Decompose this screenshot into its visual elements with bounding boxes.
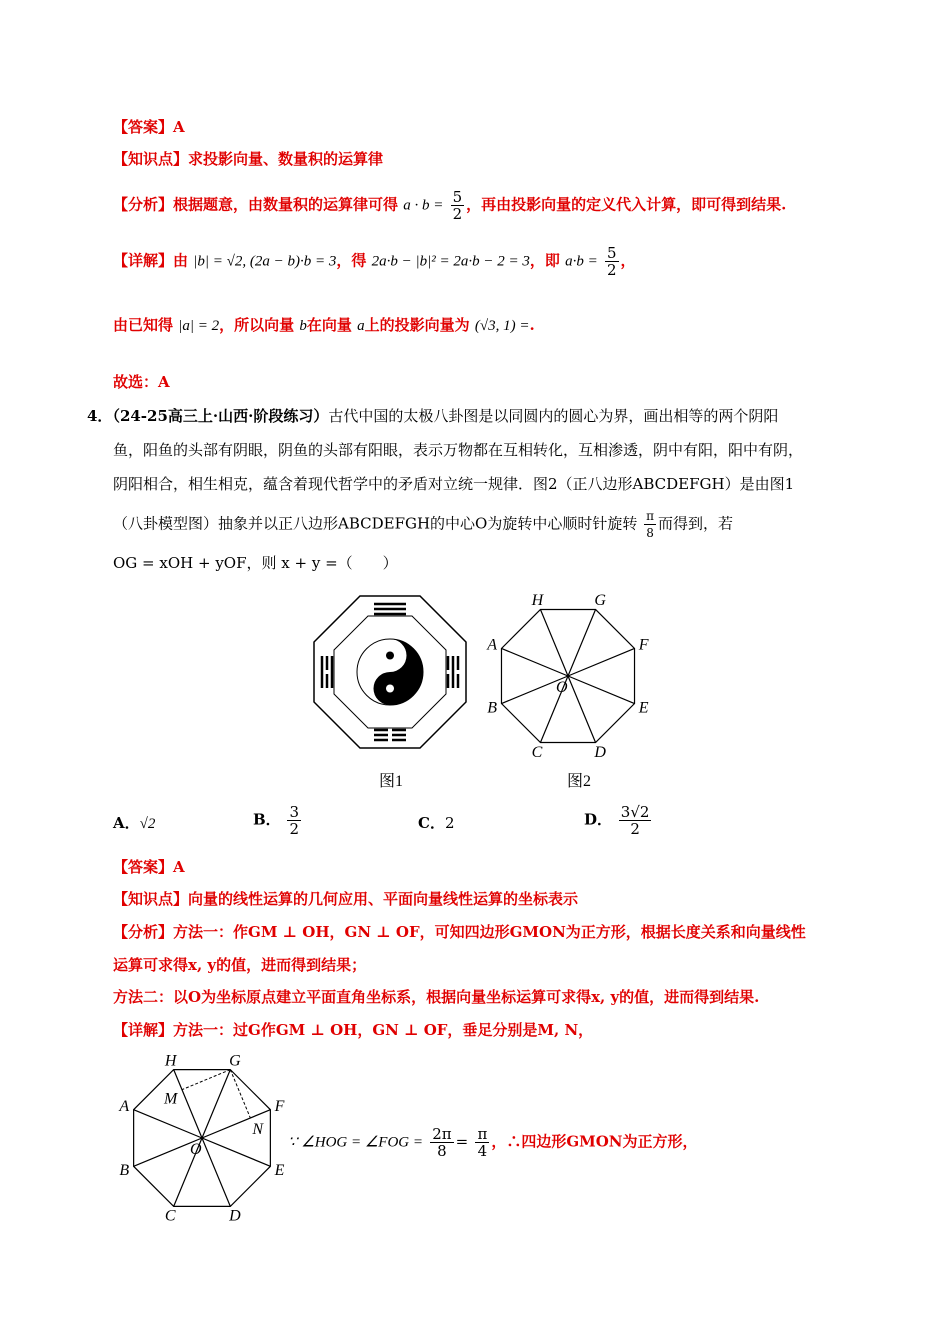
fraction xyxy=(430,1126,453,1159)
option-label: B． xyxy=(253,810,281,829)
vertex-label-c: C xyxy=(164,1207,176,1225)
fraction xyxy=(287,804,301,837)
knowledge-text: 向量的线性运算的几何应用、平面向量线性运算的坐标表示 xyxy=(188,890,579,908)
option-value: 2 xyxy=(444,814,455,832)
octagon-detail-figure xyxy=(110,1048,286,1228)
option-c[interactable] xyxy=(418,812,455,833)
frac-num: 3√2 xyxy=(620,803,650,821)
frac-den: 4 xyxy=(477,1142,488,1160)
detail-end: ， xyxy=(620,251,636,270)
equals-sign: = xyxy=(455,1132,469,1151)
detail-mid: ，得 xyxy=(336,251,367,270)
detail-line-1 xyxy=(113,245,636,278)
analysis-line-1 xyxy=(113,189,786,222)
knowledge-tag: 【知识点】 xyxy=(113,890,189,908)
frac-num: 3 xyxy=(289,803,300,821)
detail-tag: 【详解】 xyxy=(113,251,174,270)
taiji-eye-dark xyxy=(386,652,394,660)
detail-text: ，∴四边形GMON为正方形， xyxy=(491,1132,698,1151)
frac-num: 5 xyxy=(606,244,617,262)
detail-mid2: ，即 xyxy=(529,251,560,270)
answer-value: A xyxy=(173,118,185,136)
frac-num: 5 xyxy=(452,188,463,206)
question-line-5: OG = xOH + yOF，则 x + y =（ ） xyxy=(113,554,398,572)
analysis-text: 方法一：作GM ⊥ OH，GN ⊥ OF，可知四边形GMON为正方形，根据长度关系和向量线性 xyxy=(173,923,806,941)
frac-den: 2 xyxy=(289,820,300,838)
frac-num: π xyxy=(477,1125,488,1143)
vertex-label-g: G xyxy=(594,592,606,610)
knowledge-line-1 xyxy=(113,148,383,170)
analysis-tag: 【分析】 xyxy=(113,923,174,941)
option-label: D． xyxy=(584,810,613,829)
perpendicular-gn xyxy=(230,1070,250,1118)
detail-expr3: a·b = xyxy=(565,253,598,270)
vector-a: a xyxy=(357,318,365,334)
detail-expr2: (√3, 1) = xyxy=(474,318,530,334)
question-text: 古代中国的太极八卦图是以同圆内的圆心为界，画出相等的两个阴阳 xyxy=(328,407,779,425)
frac-den: 2 xyxy=(630,820,640,838)
vertex-label-d: D xyxy=(229,1207,241,1225)
question-text: 而得到，若 xyxy=(658,514,734,533)
vertex-label-f: F xyxy=(274,1097,285,1115)
foot-label-n: N xyxy=(252,1120,264,1138)
detail-line-2 xyxy=(113,1019,593,1041)
frac-num: 2π xyxy=(432,1125,452,1143)
frac-den: 8 xyxy=(437,1142,447,1160)
analysis-expr: a · b = xyxy=(403,197,444,214)
option-label: A． xyxy=(113,814,140,832)
option-a[interactable] xyxy=(113,812,155,833)
question-number: 4． xyxy=(87,407,113,425)
fraction xyxy=(605,245,619,278)
question-line-1 xyxy=(87,405,778,427)
option-label: C． xyxy=(418,814,445,832)
vector-b: b xyxy=(299,318,307,334)
angle-expr: ∵ ∠HOG = ∠FOG = xyxy=(288,1134,424,1151)
answer-line-1 xyxy=(113,116,185,138)
question-text: （八卦模型图）抽象并以正八边形ABCDEFGH的中心O为旋转中心顺时针旋转 xyxy=(113,514,638,533)
figure2-label: 图2 xyxy=(567,773,592,790)
vertex-label-h: H xyxy=(531,592,544,610)
analysis-post: ，再由投影向量的定义代入计算，即可得到结果. xyxy=(466,195,787,214)
option-value: √2 xyxy=(139,816,156,832)
figure1-label: 图1 xyxy=(379,773,404,790)
answer-tag: 【答案】 xyxy=(113,118,174,136)
frac-den: 2 xyxy=(452,205,463,223)
vertex-label-g: G xyxy=(229,1052,241,1070)
center-label: O xyxy=(556,679,568,696)
vertex-label-c: C xyxy=(531,743,543,761)
center-label: O xyxy=(190,1141,202,1158)
analysis-pre: 根据题意，由数量积的运算律可得 xyxy=(173,195,399,214)
question-line-4 xyxy=(113,508,733,541)
vertex-label-b: B xyxy=(119,1162,130,1180)
vertex-label-a: A xyxy=(487,636,498,654)
vertex-label-d: D xyxy=(594,743,606,761)
detail-pre: 由已知得 xyxy=(113,316,174,334)
analysis-line-2c: 方法二：以O为坐标原点建立平面直角坐标系，根据向量坐标运算可求得x, y的值，进而得到结果. xyxy=(113,988,760,1006)
detail-line-1b xyxy=(113,314,535,337)
vertex-label-e: E xyxy=(274,1162,285,1180)
frac-den: 2 xyxy=(606,261,617,279)
vertex-label-b: B xyxy=(487,699,498,717)
detail-end: . xyxy=(529,316,535,334)
detail-mid2: 在向量 xyxy=(306,316,352,334)
analysis-line-2a xyxy=(113,921,806,943)
bagua-figure xyxy=(312,594,468,750)
conclusion-line-1: 故选：A xyxy=(113,373,170,391)
detail-line-2b xyxy=(288,1126,698,1159)
option-d[interactable] xyxy=(584,804,653,837)
detail-expr1: |b| = √2, (2a − b)·b = 3 xyxy=(193,253,337,270)
fraction xyxy=(451,189,465,222)
analysis-line-2b: 运算可求得x, y的值，进而得到结果； xyxy=(113,956,367,974)
answer-line-2 xyxy=(113,856,185,878)
frac-den: 8 xyxy=(646,526,654,540)
vertex-label-e: E xyxy=(638,699,649,717)
knowledge-line-2 xyxy=(113,888,578,910)
answer-value: A xyxy=(173,858,185,876)
taiji-eye-light xyxy=(386,685,394,693)
question-line-3: 阴阳相合，相生相克，蕴含着现代哲学中的矛盾对立统一规律．图2（正八边形ABCDEFGH）是由图1 xyxy=(113,475,795,493)
detail-mid: ，所以向量 xyxy=(219,316,295,334)
vertex-label-f: F xyxy=(638,636,649,654)
detail-expr2: 2a·b − |b|² = 2a·b − 2 = 3 xyxy=(371,253,530,270)
knowledge-text: 求投影向量、数量积的运算律 xyxy=(188,150,384,168)
detail-text: 方法一：过G作GM ⊥ OH，GN ⊥ OF，垂足分别是M, N， xyxy=(173,1021,594,1039)
fraction xyxy=(619,804,652,837)
option-b[interactable] xyxy=(253,804,303,837)
vertex-label-a: A xyxy=(119,1097,130,1115)
detail-expr1: |a| = 2 xyxy=(178,318,220,334)
knowledge-tag: 【知识点】 xyxy=(113,150,189,168)
detail-mid3: 上的投影向量为 xyxy=(364,316,470,334)
vertex-label-h: H xyxy=(164,1052,177,1070)
detail-pre: 由 xyxy=(173,251,189,270)
foot-label-m: M xyxy=(163,1090,178,1108)
question-source: （24-25高三上·山西·阶段练习） xyxy=(112,407,329,425)
fraction xyxy=(644,508,656,541)
answer-tag: 【答案】 xyxy=(113,858,174,876)
detail-tag: 【详解】 xyxy=(113,1021,174,1039)
octagon-figure xyxy=(484,582,674,764)
fraction xyxy=(475,1126,489,1159)
analysis-tag: 【分析】 xyxy=(113,195,174,214)
question-line-2: 鱼，阳鱼的头部有阴眼，阴鱼的头部有阳眼，表示万物都在互相转化，互相渗透，阴中有阳，阳中有阴， xyxy=(113,441,804,459)
frac-num: π xyxy=(646,509,655,523)
